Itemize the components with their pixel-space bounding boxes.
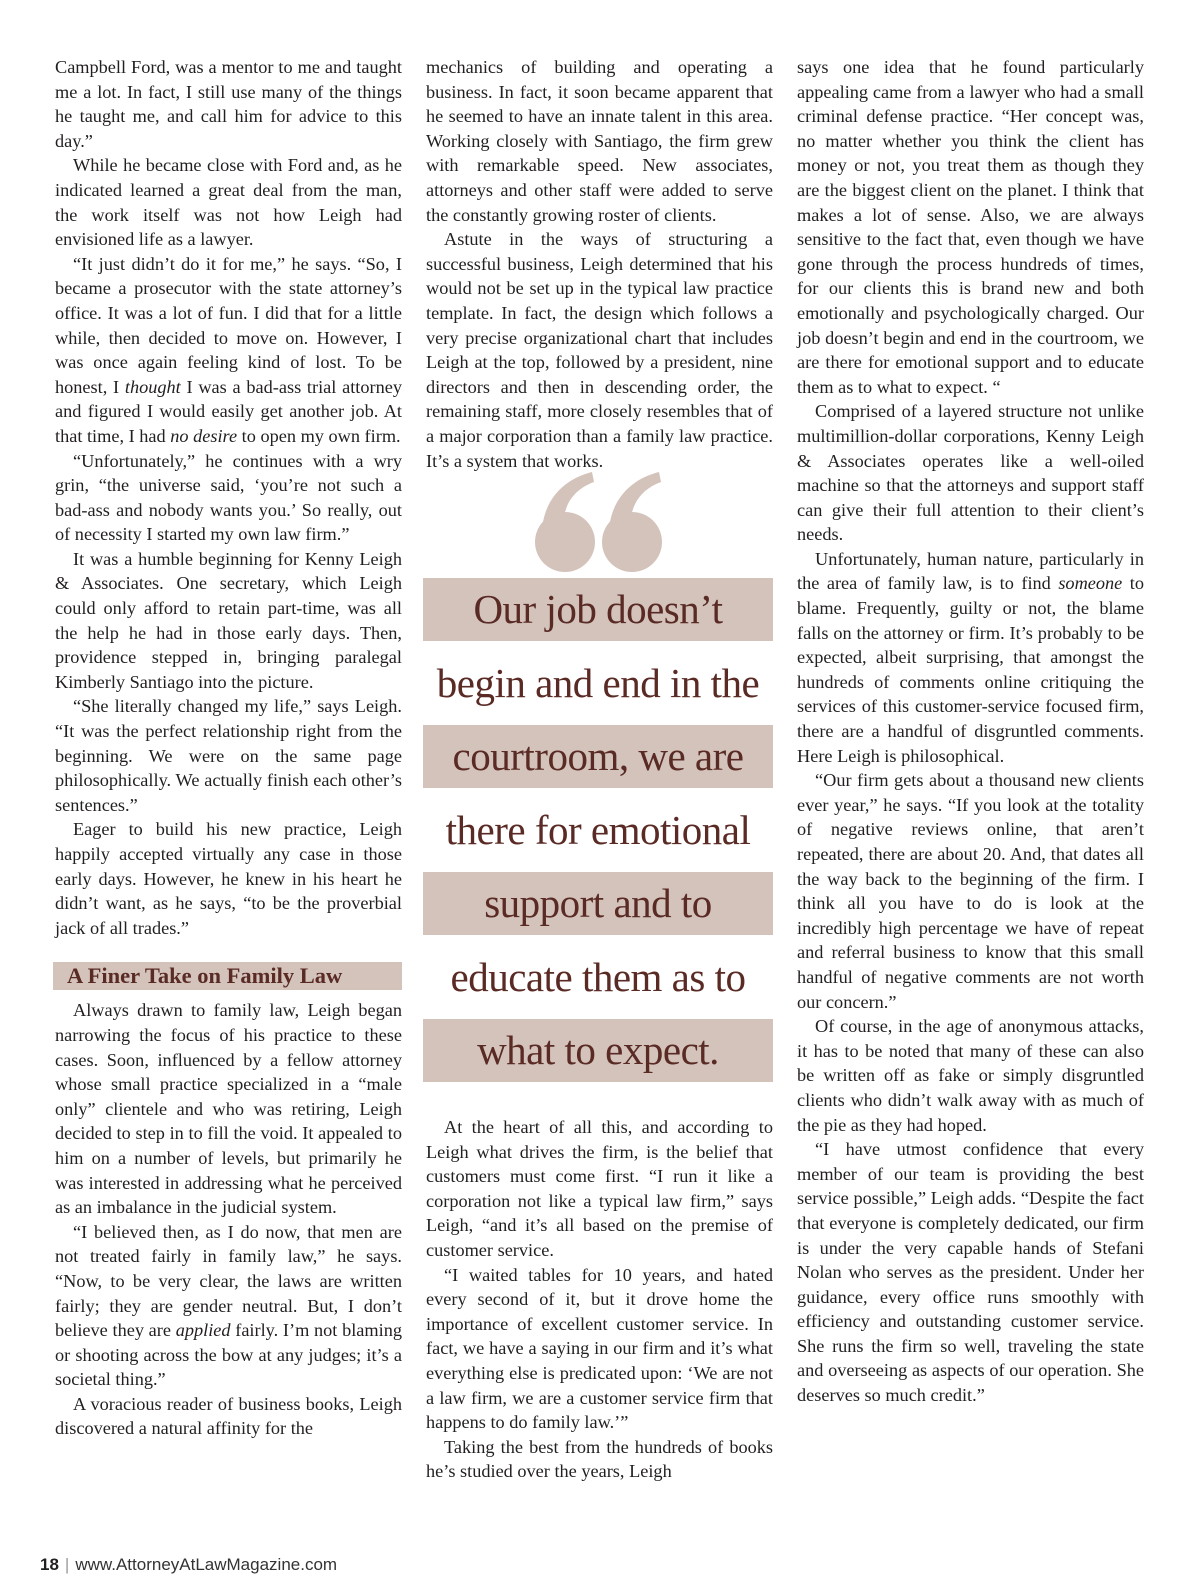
paragraph: “I waited tables for 10 years, and hated every second of it, but it drove home the importance of excellent customer service. In fact, we have a saying in our firm and it’s what everything else is predicated upon: ‘We are not a law firm, we are a customer service firm that happens to do family law.’” bbox=[426, 1264, 773, 1433]
paragraph: “I have utmost confidence that every member of our team is providing the best service possible,” Leigh adds. “Despite the fact that everyone is completely dedicated, our firm is under the very capable hands of Stefani Nolan who serves as the president. Under her guidance, every office runs smoothly with efficiency and outstanding customer service. She runs the firm so well, traveling the state and overseeing as aspects of our operation. She deserves so much credit.” bbox=[797, 1139, 1144, 1406]
paragraph: Always drawn to family law, Leigh began narrowing the focus of his practice to these cases. Soon, influenced by a fellow attorney whose small practice specialized in a “male only” clientele and who was retiring, Leigh decided to step in to fill the void. It appealed to him on a number of levels, but primarily he was interested in addressing what he perceived as an imbalance in the judicial system. bbox=[55, 1000, 402, 1218]
paragraph: Of course, in the age of anonymous attacks, it has to be noted that many of these can also be written off as fake or simply disgruntled clients who didn’t walk away with as much of the pie as they had hoped. bbox=[797, 1016, 1144, 1135]
footer-separator: | bbox=[64, 1555, 70, 1574]
paragraph: Campbell Ford, was a mentor to me and taught me a lot. In fact, I still use many of the things he taught me, and call him for advice to this day.” bbox=[55, 57, 402, 151]
article-column-1 bbox=[55, 55, 402, 1441]
pull-quote-line: courtroom, we are bbox=[423, 725, 773, 788]
paragraph: “It just didn’t do it for me,” he says. “So, I became a prosecutor with the state attorney’s office. It was a lot of fun. I did that for a little while, then decided to move on. However, I was once again feeling kind of lost. To be honest, I thought I was a bad-ass trial attorney and figured I would easily get another job. At that time, I had no desire to open my own firm. bbox=[55, 253, 402, 446]
pull-quote-line: begin and end in the bbox=[436, 659, 760, 706]
pull-quote-line: Our job doesn’t bbox=[423, 578, 773, 641]
pull-quote-line: there for emotional bbox=[445, 806, 751, 853]
paragraph: Comprised of a layered structure not unlike multimillion-dollar corporations, Kenny Leigh & Associates operates like a well-oiled machine so that the attorneys and support staff can give their full attention to their client’s needs. bbox=[797, 401, 1144, 545]
paragraph: Eager to build his new practice, Leigh happily accepted virtually any case in those early days. However, he knew in his heart he didn’t want, as he says, “to be the proverbial jack of all trades.” bbox=[55, 819, 402, 938]
paragraph: It was a humble beginning for Kenny Leigh & Associates. One secretary, which Leigh could only afford to retain part-time, was all the help he had in those early days. Then, providence stepped in, bringing paralegal Kimberly Santiago into the picture. bbox=[55, 548, 402, 692]
paragraph: Unfortunately, human nature, particularly in the area of family law, is to find someone to blame. Frequently, guilty or not, the blame falls on the attorney or firm. It’s probably to be expected, albeit surprising, that amongst the hundreds of comments online critiquing the services of this customer-service focused firm, there are a handful of disgruntled comments. Here Leigh is philosophical. bbox=[797, 548, 1144, 766]
page-number: 18 bbox=[40, 1555, 59, 1574]
paragraph: “She literally changed my life,” says Leigh. “It was the perfect relationship right from the beginning. We were on the same page philosophically. We actually finish each other’s sentences.” bbox=[55, 696, 402, 815]
pull-quote bbox=[423, 578, 773, 1093]
section-subheading: A Finer Take on Family Law bbox=[53, 962, 402, 990]
paragraph: says one idea that he found particularly appealing came from a lawyer who had a small criminal defense practice. “Her concept was, no matter whether you think the client has money or not, you treat them as though they are the biggest client on the planet. I think that makes a lot of sense. Also, we are always sensitive to the fact that, even though we have gone through the process hundreds of times, for our clients this is brand new and both emotionally and psychologically charged. Our job doesn’t begin and end in the courtroom, we are there for emotional support and to educate them as to what to expect. “ bbox=[797, 57, 1144, 397]
paragraph: Taking the best from the hundreds of books he’s studied over the years, Leigh bbox=[426, 1436, 773, 1482]
paragraph: “Our firm gets about a thousand new clients ever year,” he says. “If you look at the totality of negative reviews online, that aren’t repeated, there are about 20. And, that dates all the way back to the beginning of the firm. I think all you have to do is look at the incredibly high percentage we have of repeat and referral business to know that this small handful of negative comments are not worth our concern.” bbox=[797, 770, 1144, 1012]
open-double-quote-icon bbox=[532, 470, 668, 580]
pull-quote-line: support and to bbox=[423, 872, 773, 935]
paragraph: “Unfortunately,” he continues with a wry grin, “the universe said, ‘you’re not such a bad-ass and nobody wants you.’ So really, out of necessity I started my own law firm.” bbox=[55, 450, 402, 545]
article-column-3 bbox=[797, 55, 1144, 1408]
paragraph: mechanics of building and operating a business. In fact, it soon became apparent that he seemed to have an innate talent in this area. Working closely with Santiago, the firm grew with remarkable speed. New associates, attorneys and other staff were added to serve the constantly growing roster of clients. bbox=[426, 57, 773, 225]
paragraph: Astute in the ways of structuring a successful business, Leigh determined that his would not be set up in the typical law practice template. In fact, the design which follows a very precise organizational chart that includes Leigh at the top, followed by a president, nine directors and then in descending order, the remaining staff, more closely resembles that of a major corporation than a family law practice. It’s a system that works. bbox=[426, 229, 773, 471]
footer-url: www.AttorneyAtLawMagazine.com bbox=[75, 1555, 338, 1574]
pull-quote-line: what to expect. bbox=[423, 1019, 773, 1082]
pull-quote-line: educate them as to bbox=[450, 953, 746, 1000]
paragraph: “I believed then, as I do now, that men are not treated fairly in family law,” he says. “Now, to be very clear, the laws are written fairly; they are gender neutral. But, I don’t believe they are applied fairly. I’m not blaming or shooting across the bow at any judges; it’s a societal thing.” bbox=[55, 1221, 402, 1390]
paragraph: While he became close with Ford and, as he indicated learned a great deal from the man, the work itself was not how Leigh had envisioned life as a lawyer. bbox=[55, 155, 402, 250]
page-footer bbox=[40, 1555, 337, 1575]
article-column-2-bottom bbox=[426, 1115, 773, 1484]
article-column-2-top bbox=[426, 55, 773, 473]
paragraph: At the heart of all this, and according to Leigh what drives the firm, is the belief that customers must come first. “I run it like a corporation not like a typical law firm,” says Leigh, “and it’s all based on the premise of customer service. bbox=[426, 1117, 773, 1260]
paragraph: A voracious reader of business books, Leigh discovered a natural affinity for the bbox=[55, 1393, 402, 1439]
